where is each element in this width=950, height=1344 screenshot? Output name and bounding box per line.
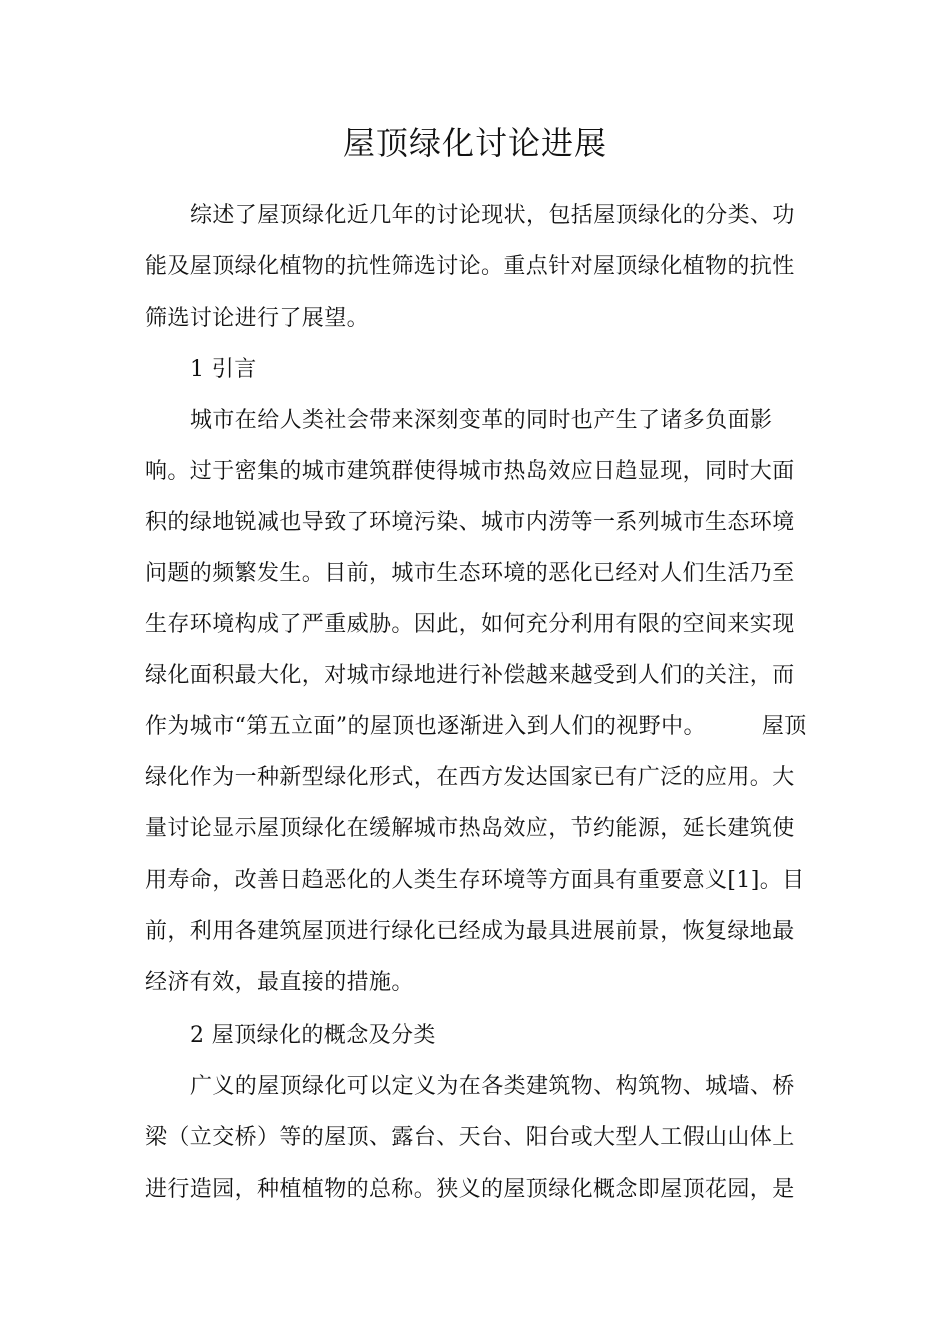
body-line: 进行造园，种植植物的总称。狭义的屋顶绿化概念即屋顶花园，是 (145, 1177, 795, 1202)
section-heading-concept: 2 屋顶绿化的概念及分类 (190, 1023, 436, 1048)
body-line-segment: 屋顶 (761, 714, 807, 739)
body-line: 积的绿地锐减也导致了环境污染、城市内涝等一系列城市生态环境 (145, 510, 795, 535)
body-line: 问题的频繁发生。目前，城市生态环境的恶化已经对人们生活乃至 (145, 561, 795, 586)
document-title: 屋顶绿化讨论进展 (342, 124, 607, 162)
body-line: 经济有效，最直接的措施。 (145, 970, 414, 995)
section-heading-intro: 1 引言 (190, 357, 257, 382)
body-line-segment: 作为城市“第五立面”的屋顶也逐渐进入到人们的视野中。 (145, 714, 706, 739)
body-line: 绿化作为一种新型绿化形式，在西方发达国家已有广泛的应用。大 (145, 765, 795, 790)
abstract-line-3: 筛选讨论进行了展望。 (145, 306, 370, 331)
body-line: 绿化面积最大化，对城市绿地进行补偿越来越受到人们的关注，而 (145, 663, 795, 688)
body-line: 生存环境构成了严重威胁。因此，如何充分利用有限的空间来实现 (145, 612, 795, 637)
body-line: 梁（立交桥）等的屋顶、露台、天台、阳台或大型人工假山山体上 (145, 1125, 795, 1150)
body-line: 量讨论显示屋顶绿化在缓解城市热岛效应，节约能源，延长建筑使 (145, 816, 795, 841)
body-line: 前，利用各建筑屋顶进行绿化已经成为最具进展前景，恢复绿地最 (145, 919, 795, 944)
abstract-line-2: 能及屋顶绿化植物的抗性筛选讨论。重点针对屋顶绿化植物的抗性 (145, 254, 795, 279)
body-line: 响。过于密集的城市建筑群使得城市热岛效应日趋显现，同时大面 (145, 459, 795, 484)
body-line: 广义的屋顶绿化可以定义为在各类建筑物、构筑物、城墙、桥 (190, 1074, 795, 1099)
abstract-line-1: 综述了屋顶绿化近几年的讨论现状，包括屋顶绿化的分类、功 (190, 203, 795, 228)
body-line: 城市在给人类社会带来深刻变革的同时也产生了诸多负面影 (190, 408, 773, 433)
body-line-with-gap (145, 711, 805, 743)
body-line: 用寿命，改善日趋恶化的人类生存环境等方面具有重要意义[1]。目 (145, 868, 805, 893)
